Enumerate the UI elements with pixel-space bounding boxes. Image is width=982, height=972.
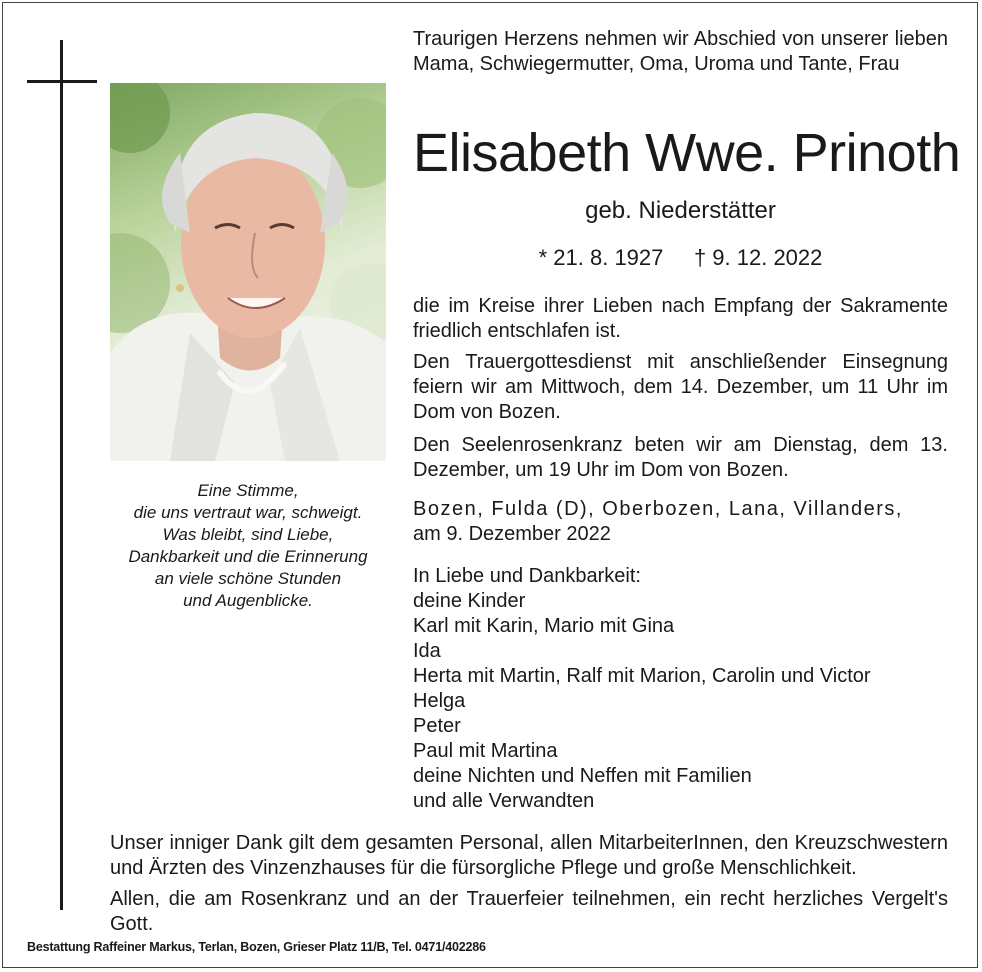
rosary-text: Den Seelenrosenkranz beten wir am Dienstag, dem 13. Dezember, um 19 Uhr im Dom von Bozen. — [413, 434, 948, 481]
list-item: Herta mit Martin, Ralf mit Marion, Carolin und Victor — [413, 665, 871, 687]
thanks-staff: Unser inniger Dank gilt dem gesamten Personal, allen MitarbeiterInnen, den Kreuzschwestern und Ärzten des Vinzenzhauses für die fürsorgliche Pflege und große Menschlichkeit. — [110, 832, 948, 879]
list-item: und alle Verwandten — [413, 790, 595, 812]
quote-line: Eine Stimme, — [197, 481, 299, 500]
maiden-name: geb. Niederstätter — [585, 197, 776, 224]
list-item: deine Nichten und Neffen mit Familien — [413, 765, 752, 787]
quote-line: die uns vertraut war, schweigt. — [133, 503, 363, 522]
funeral-service-text: Den Trauergottesdienst mit anschließender Einsegnung feiern wir am Mittwoch, dem 14. Dezember, um 11 Uhr im Dom von Bozen. — [413, 351, 948, 423]
portrait-photo — [110, 83, 386, 461]
list-item: Peter — [413, 715, 461, 737]
funeral-home-footer: Bestattung Raffeiner Markus, Terlan, Bozen, Grieser Platz 11/B, Tel. 0471/402286 — [27, 940, 486, 954]
list-item: Ida — [413, 640, 441, 662]
quote-line: Dankbarkeit und die Erinnerung — [128, 547, 368, 566]
passing-text: die im Kreise ihrer Lieben nach Empfang der Sakramente friedlich entschlafen ist. — [413, 295, 948, 342]
place-date: am 9. Dezember 2022 — [413, 523, 611, 545]
list-item: Helga — [413, 690, 466, 712]
list-item: Paul mit Martina — [413, 740, 558, 762]
places: Bozen, Fulda (D), Oberbozen, Lana, Villanders, — [413, 498, 903, 520]
cross-icon — [60, 40, 63, 910]
list-item: In Liebe und Dankbarkeit: — [413, 565, 641, 587]
life-dates: * 21. 8. 1927 † 9. 12. 2022 — [538, 245, 823, 270]
mourners-list — [413, 564, 948, 814]
thanks-attendees: Allen, die am Rosenkranz und an der Trauerfeier teilnehmen, ein recht herzliches Vergelt's Gott. — [110, 888, 948, 935]
intro-text: Traurigen Herzens nehmen wir Abschied von unserer lieben Mama, Schwiegermutter, Oma, Uroma und Tante, Frau — [413, 28, 948, 75]
quote — [110, 480, 386, 612]
list-item: deine Kinder — [413, 590, 526, 612]
quote-line: und Augenblicke. — [183, 591, 313, 610]
list-item: Karl mit Karin, Mario mit Gina — [413, 615, 675, 637]
cross-icon-bar — [27, 80, 97, 83]
quote-line: an viele schöne Stunden — [154, 569, 342, 588]
deceased-name: Elisabeth Wwe. Prinoth — [413, 123, 961, 183]
quote-line: Was bleibt, sind Liebe, — [162, 525, 334, 544]
